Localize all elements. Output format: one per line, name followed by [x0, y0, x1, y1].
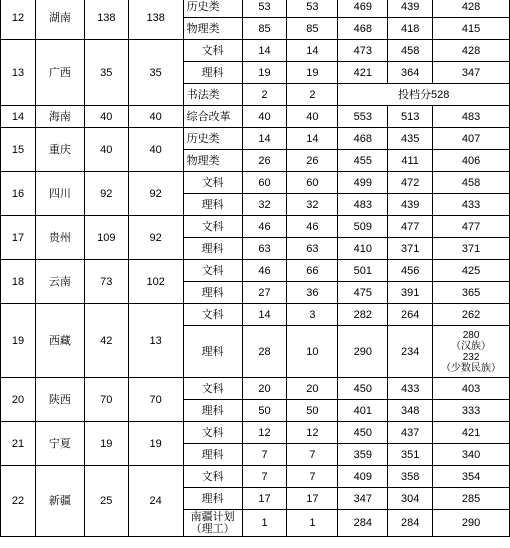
control-line-value: 483 — [461, 110, 481, 123]
max-score-cell: 473 — [338, 40, 388, 62]
control-line-value: 347 — [461, 66, 481, 79]
row-number-cell: 12 — [1, 0, 36, 40]
province-cell: 广西 — [35, 40, 84, 106]
min-score-cell: 351 — [388, 444, 433, 466]
province-cell: 贵州 — [35, 216, 84, 260]
min-score-cell: 456 — [388, 260, 433, 282]
total-actual-cell: 19 — [128, 422, 183, 466]
plan-cell: 2 — [242, 84, 287, 106]
min-score-cell: 411 — [388, 150, 433, 172]
row-number-cell: 19 — [1, 304, 36, 378]
control-line-cell — [433, 444, 510, 466]
control-line-value: 421 — [461, 426, 481, 439]
control-line-value: 428 — [461, 0, 481, 13]
max-score-cell: 553 — [338, 106, 388, 128]
subject-cell: 文科 — [183, 304, 242, 326]
control-line-value: 425 — [461, 264, 481, 277]
subject-cell: 文科 — [183, 422, 242, 444]
max-score-cell: 468 — [338, 18, 388, 40]
max-score-cell: 410 — [338, 238, 388, 260]
plan-cell: 27 — [242, 282, 287, 304]
total-actual-cell: 13 — [128, 304, 183, 378]
total-actual-cell: 40 — [128, 106, 183, 128]
max-score-cell: 455 — [338, 150, 388, 172]
actual-cell: 60 — [287, 172, 338, 194]
total-plan-cell: 35 — [84, 40, 128, 106]
table-row — [1, 304, 510, 326]
control-line-cell — [433, 216, 510, 238]
control-line-value: 232 — [462, 351, 480, 363]
subject-cell: 物理类 — [183, 18, 242, 40]
row-number-cell: 16 — [1, 172, 36, 216]
actual-cell: 32 — [287, 194, 338, 216]
control-line-cell — [433, 40, 510, 62]
max-score-cell: 282 — [338, 304, 388, 326]
control-line-cell — [433, 106, 510, 128]
min-score-cell: 234 — [388, 326, 433, 378]
min-score-cell: 458 — [388, 40, 433, 62]
subject-cell: 文科 — [183, 378, 242, 400]
control-line-value: （汉族） — [451, 340, 492, 352]
max-score-cell: 450 — [338, 378, 388, 400]
control-line-value: 262 — [461, 308, 481, 321]
subject-cell: 文科 — [183, 466, 242, 488]
max-score-cell: 468 — [338, 128, 388, 150]
total-plan-cell: 138 — [84, 0, 128, 40]
table-row — [1, 40, 510, 62]
control-line-cell — [433, 128, 510, 150]
min-score-cell: 284 — [388, 510, 433, 537]
subject-cell: 理科 — [183, 194, 242, 216]
table-row — [1, 466, 510, 488]
max-score-cell: 290 — [338, 326, 388, 378]
total-actual-cell: 92 — [128, 172, 183, 216]
plan-cell: 50 — [242, 400, 287, 422]
subject-cell: 理科 — [183, 444, 242, 466]
plan-cell: 60 — [242, 172, 287, 194]
actual-cell: 1 — [287, 510, 338, 537]
table-row — [1, 422, 510, 444]
total-plan-cell: 70 — [84, 378, 128, 422]
control-line-value: 433 — [461, 198, 481, 211]
total-actual-cell: 102 — [128, 260, 183, 304]
table-row — [1, 106, 510, 128]
row-number-cell: 14 — [1, 106, 36, 128]
control-line-cell — [433, 238, 510, 260]
control-line-value: 428 — [461, 44, 481, 57]
subject-line: （理工） — [190, 523, 235, 535]
actual-cell: 12 — [287, 422, 338, 444]
min-score-cell: 371 — [388, 238, 433, 260]
max-score-cell: 401 — [338, 400, 388, 422]
subject-cell: 文科 — [183, 216, 242, 238]
actual-cell: 10 — [287, 326, 338, 378]
total-actual-cell: 70 — [128, 378, 183, 422]
province-cell: 宁夏 — [35, 422, 84, 466]
province-cell: 云南 — [35, 260, 84, 304]
total-plan-cell: 40 — [84, 128, 128, 172]
min-score-cell: 439 — [388, 194, 433, 216]
actual-cell: 14 — [287, 40, 338, 62]
min-score-cell: 472 — [388, 172, 433, 194]
min-score-cell: 513 — [388, 106, 433, 128]
plan-cell: 19 — [242, 62, 287, 84]
plan-cell: 20 — [242, 378, 287, 400]
total-actual-cell: 40 — [128, 128, 183, 172]
control-line-cell — [433, 400, 510, 422]
control-line-value: 477 — [461, 220, 481, 233]
plan-cell: 14 — [242, 128, 287, 150]
control-line-value: 285 — [461, 492, 481, 505]
subject-cell: 理科 — [183, 400, 242, 422]
total-plan-cell: 25 — [84, 466, 128, 537]
actual-cell: 36 — [287, 282, 338, 304]
actual-cell: 19 — [287, 62, 338, 84]
total-plan-cell: 19 — [84, 422, 128, 466]
control-line-cell — [433, 150, 510, 172]
subject-cell: 书法类 — [183, 84, 242, 106]
actual-cell: 66 — [287, 260, 338, 282]
min-score-cell: 433 — [388, 378, 433, 400]
total-plan-cell: 40 — [84, 106, 128, 128]
subject-cell: 文科 — [183, 40, 242, 62]
row-number-cell: 21 — [1, 422, 36, 466]
subject-line: 南疆计划 — [190, 511, 235, 523]
max-score-cell: 421 — [338, 62, 388, 84]
table-row — [1, 128, 510, 150]
subject-cell: 历史类 — [183, 128, 242, 150]
plan-cell: 85 — [242, 18, 287, 40]
control-line-cell — [433, 304, 510, 326]
table-body — [1, 0, 510, 537]
control-line-cell — [433, 422, 510, 444]
row-number-cell: 13 — [1, 40, 36, 106]
table-row — [1, 0, 510, 18]
province-cell: 湖南 — [35, 0, 84, 40]
total-plan-cell: 73 — [84, 260, 128, 304]
max-score-cell: 469 — [338, 0, 388, 18]
plan-cell: 46 — [242, 260, 287, 282]
min-score-cell: 264 — [388, 304, 433, 326]
row-number-cell: 18 — [1, 260, 36, 304]
subject-cell: 文科 — [183, 172, 242, 194]
plan-cell: 53 — [242, 0, 287, 18]
subject-cell: 理科 — [183, 238, 242, 260]
subject-cell: 理科 — [183, 326, 242, 378]
max-score-cell: 284 — [338, 510, 388, 537]
plan-cell: 46 — [242, 216, 287, 238]
plan-cell: 14 — [242, 40, 287, 62]
control-line-cell — [433, 466, 510, 488]
subject-cell: 综合改革 — [183, 106, 242, 128]
subject-cell: 历史类 — [183, 0, 242, 18]
province-cell: 新疆 — [35, 466, 84, 537]
actual-cell: 7 — [287, 466, 338, 488]
row-number-cell: 20 — [1, 378, 36, 422]
min-score-cell: 348 — [388, 400, 433, 422]
subject-cell: 文科 — [183, 260, 242, 282]
control-line-value: 407 — [461, 132, 481, 145]
control-line-value: 340 — [461, 448, 481, 461]
max-score-cell: 409 — [338, 466, 388, 488]
actual-cell: 53 — [287, 0, 338, 18]
plan-cell: 1 — [242, 510, 287, 537]
control-line-value: 333 — [461, 404, 481, 417]
min-score-cell: 304 — [388, 488, 433, 510]
total-actual-cell: 138 — [128, 0, 183, 40]
province-cell: 陕西 — [35, 378, 84, 422]
actual-cell: 17 — [287, 488, 338, 510]
min-score-cell: 364 — [388, 62, 433, 84]
table-row — [1, 260, 510, 282]
province-cell: 重庆 — [35, 128, 84, 172]
plan-cell: 32 — [242, 194, 287, 216]
row-number-cell: 22 — [1, 466, 36, 537]
province-cell: 海南 — [35, 106, 84, 128]
row-number-cell: 17 — [1, 216, 36, 260]
subject-cell — [183, 510, 242, 537]
control-line-cell — [433, 0, 510, 18]
plan-cell: 7 — [242, 466, 287, 488]
control-line-cell — [433, 282, 510, 304]
min-score-cell: 391 — [388, 282, 433, 304]
max-score-cell: 509 — [338, 216, 388, 238]
control-line-value: 354 — [461, 470, 481, 483]
max-score-cell: 483 — [338, 194, 388, 216]
control-line-value: 406 — [461, 154, 481, 167]
subject-cell: 理科 — [183, 62, 242, 84]
plan-cell: 14 — [242, 304, 287, 326]
control-line-value: 403 — [461, 382, 481, 395]
control-line-value: 365 — [461, 286, 481, 299]
subject-cell: 理科 — [183, 488, 242, 510]
actual-cell: 2 — [287, 84, 338, 106]
actual-cell: 26 — [287, 150, 338, 172]
table-row — [1, 216, 510, 238]
min-score-cell: 435 — [388, 128, 433, 150]
control-line-value: 371 — [461, 242, 481, 255]
min-score-cell: 439 — [388, 0, 433, 18]
control-line-value: 458 — [461, 176, 481, 189]
control-line-cell — [433, 62, 510, 84]
plan-cell: 28 — [242, 326, 287, 378]
total-actual-cell: 35 — [128, 40, 183, 106]
control-line-value: （少数民族） — [441, 362, 502, 374]
table-row — [1, 378, 510, 400]
plan-cell: 26 — [242, 150, 287, 172]
plan-cell: 40 — [242, 106, 287, 128]
total-actual-cell: 92 — [128, 216, 183, 260]
max-score-cell: 499 — [338, 172, 388, 194]
merged-score-cell: 投档分528 — [338, 84, 510, 106]
max-score-cell: 475 — [338, 282, 388, 304]
total-actual-cell: 24 — [128, 466, 183, 537]
actual-cell: 50 — [287, 400, 338, 422]
actual-cell: 63 — [287, 238, 338, 260]
control-line-value: 280 — [462, 329, 480, 341]
max-score-cell: 450 — [338, 422, 388, 444]
control-line-cell — [433, 194, 510, 216]
control-line-cell — [433, 326, 510, 378]
plan-cell: 12 — [242, 422, 287, 444]
actual-cell: 46 — [287, 216, 338, 238]
control-line-cell — [433, 260, 510, 282]
plan-cell: 7 — [242, 444, 287, 466]
plan-cell: 17 — [242, 488, 287, 510]
total-plan-cell: 109 — [84, 216, 128, 260]
actual-cell: 20 — [287, 378, 338, 400]
max-score-cell: 359 — [338, 444, 388, 466]
control-line-cell — [433, 172, 510, 194]
control-line-value: 415 — [461, 22, 481, 35]
max-score-cell: 501 — [338, 260, 388, 282]
control-line-cell — [433, 378, 510, 400]
subject-cell: 物理类 — [183, 150, 242, 172]
subject-cell: 理科 — [183, 282, 242, 304]
plan-cell: 63 — [242, 238, 287, 260]
min-score-cell: 358 — [388, 466, 433, 488]
control-line-value: 290 — [461, 517, 481, 529]
row-number-cell: 15 — [1, 128, 36, 172]
table-row — [1, 172, 510, 194]
actual-cell: 7 — [287, 444, 338, 466]
province-cell: 西藏 — [35, 304, 84, 378]
actual-cell: 40 — [287, 106, 338, 128]
actual-cell: 14 — [287, 128, 338, 150]
actual-cell: 3 — [287, 304, 338, 326]
control-line-cell — [433, 488, 510, 510]
total-plan-cell: 92 — [84, 172, 128, 216]
control-line-cell — [433, 18, 510, 40]
max-score-cell: 347 — [338, 488, 388, 510]
actual-cell: 85 — [287, 18, 338, 40]
control-line-cell — [433, 510, 510, 537]
total-plan-cell: 42 — [84, 304, 128, 378]
min-score-cell: 437 — [388, 422, 433, 444]
province-cell: 四川 — [35, 172, 84, 216]
min-score-cell: 477 — [388, 216, 433, 238]
min-score-cell: 418 — [388, 18, 433, 40]
